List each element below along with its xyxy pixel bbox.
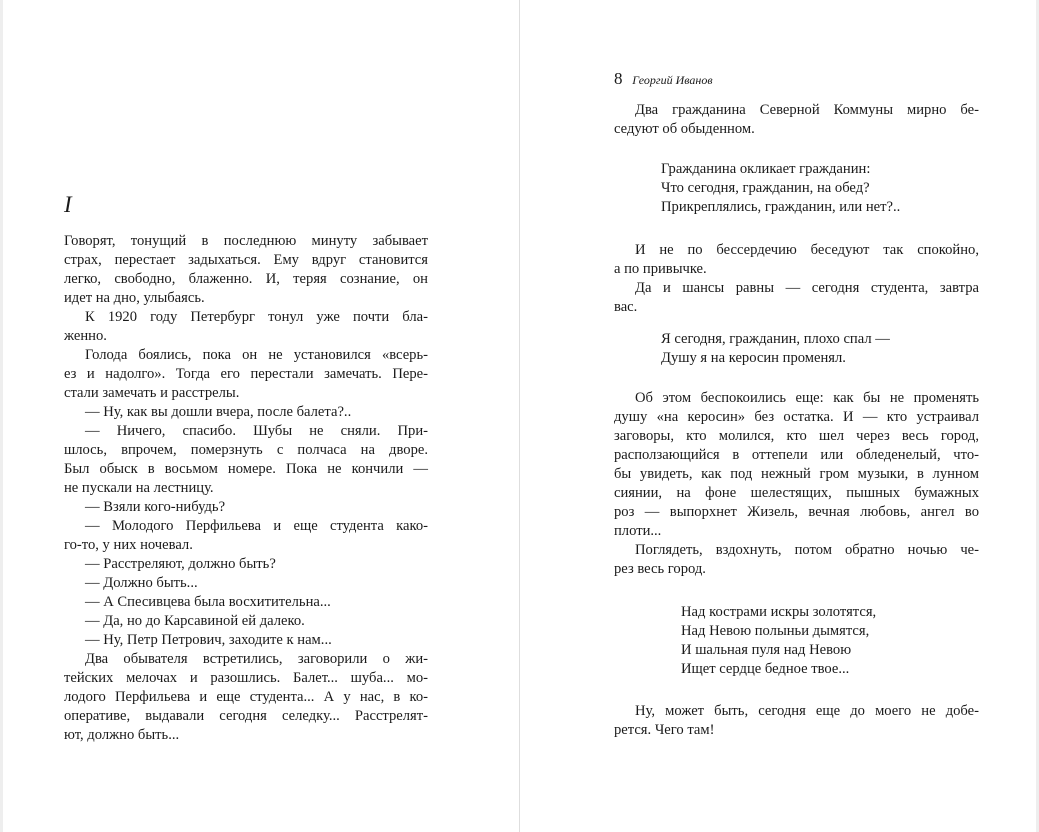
paragraph-block	[614, 389, 979, 579]
text-line: — Молодого Перфильева и еще студента како-	[85, 518, 428, 534]
text-line: идет на дно, улыбаясь.	[64, 290, 205, 306]
text-line: К 1920 году Петербург тонул уже почти бла-	[85, 309, 428, 325]
page-number: 8	[614, 69, 623, 88]
text-line: И не по бессердечию беседуют так спокойно,	[635, 242, 979, 258]
text-line: — Да, но до Карсавиной ей далеко.	[85, 613, 305, 629]
verse-line: Над Невою полыньи дымятся,	[681, 623, 870, 639]
text-line: стали замечать и расстрелы.	[64, 385, 240, 401]
text-line: Да и шансы равны — сегодня студента, завтра	[635, 280, 979, 296]
text-line: Ну, может быть, сегодня еще до моего не добе-	[635, 703, 979, 719]
text-line: ют, должно быть...	[64, 727, 180, 743]
text-line: вас.	[614, 299, 638, 315]
text-line: легко, свободно, блаженно. И, теряя сознание, он	[64, 271, 428, 287]
text-line: Голода боялись, пока он не установился «всерь-	[85, 347, 428, 363]
text-line: рется. Чего там!	[614, 722, 715, 738]
text-line: седуют об обыденном.	[614, 121, 755, 137]
text-line: Два гражданина Северной Коммуны мирно бе-	[635, 102, 979, 118]
verse-stanza	[661, 330, 890, 368]
text-line: страх, перестает задыхаться. Ему вдруг становится	[64, 252, 428, 268]
verse-line: Что сегодня, гражданин, на обед?	[661, 180, 870, 196]
text-line: рез весь город.	[614, 561, 706, 577]
text-line: плоти...	[614, 523, 662, 539]
verse-line: Душу я на керосин променял.	[661, 350, 846, 366]
text-line: ез и надолго». Тогда его перестали замечать. Пере-	[64, 366, 428, 382]
running-header	[614, 68, 713, 91]
text-line: — Ну, как вы дошли вчера, после балета?..	[85, 404, 352, 420]
text-line: лодого Перфильева и еще студента... А у нас, в ко-	[64, 689, 428, 705]
text-line: Два обывателя встретились, заговорили о жи-	[85, 651, 428, 667]
chapter-number: I	[64, 192, 72, 217]
verse-stanza	[681, 603, 876, 679]
text-line: — Расстреляют, должно быть?	[85, 556, 276, 572]
text-line: женно.	[64, 328, 107, 344]
text-line: роз — выпорхнет Жизель, вечная любовь, ангел во	[614, 504, 979, 520]
text-line: душу «на керосин» без остатка. И — кто устраивал	[614, 409, 979, 425]
text-line: — Должно быть...	[85, 575, 198, 591]
verse-line: Гражданина окликает гражданин:	[661, 161, 871, 177]
left-body-text	[64, 232, 428, 745]
text-line: сиянии, на фоне шелестящих, пышных бумажных	[614, 485, 979, 501]
running-head-author: Георгий Иванов	[632, 73, 713, 87]
text-line: — Ничего, спасибо. Шубы не сняли. При-	[85, 423, 428, 439]
verse-stanza	[661, 160, 900, 217]
text-line: заговоры, кто молился, кто шел через весь город,	[614, 428, 979, 444]
text-line: бы увидеть, как под нежный гром музыки, в лунном	[614, 466, 979, 482]
text-line: оперативе, выдавали сегодня селедку... Расстрелят-	[64, 708, 428, 724]
text-line: а по привычке.	[614, 261, 707, 277]
paragraph-block	[614, 702, 979, 740]
verse-line: Я сегодня, гражданин, плохо спал —	[661, 331, 890, 347]
text-line: не пускали на лестницу.	[64, 480, 214, 496]
text-line: Был обыск в восьмом номере. Пока не кончили —	[64, 461, 428, 477]
text-line: шлось, впрочем, померзнуть с полчаса на дворе.	[64, 442, 428, 458]
text-line: — Ну, Петр Петрович, заходите к нам...	[85, 632, 332, 648]
text-line: Говорят, тонущий в последнюю минуту забывает	[64, 233, 428, 249]
text-line: тейских мелочах и разошлись. Балет... шуба... мо-	[64, 670, 428, 686]
verse-line: Ищет сердце бедное твое...	[681, 661, 850, 677]
text-line: — А Спесивцева была восхитительна...	[85, 594, 331, 610]
text-line: Поглядеть, вздохнуть, потом обратно ночью че-	[635, 542, 979, 558]
right-page	[520, 0, 1039, 832]
text-line: — Взяли кого-нибудь?	[85, 499, 226, 515]
paragraph-block	[614, 241, 979, 317]
verse-line: И шальная пуля над Невою	[681, 642, 852, 658]
paragraph-block	[614, 101, 979, 139]
text-line: расползающийся в оттепели или обледенелый, что-	[614, 447, 979, 463]
text-line: Об этом беспокоились еще: как бы не променять	[635, 390, 979, 406]
page-edge	[0, 0, 3, 832]
verse-line: Над кострами искры золотятся,	[681, 604, 877, 620]
text-line: го-то, у них ночевал.	[64, 537, 193, 553]
verse-line: Прикреплялись, гражданин, или нет?..	[661, 199, 901, 215]
